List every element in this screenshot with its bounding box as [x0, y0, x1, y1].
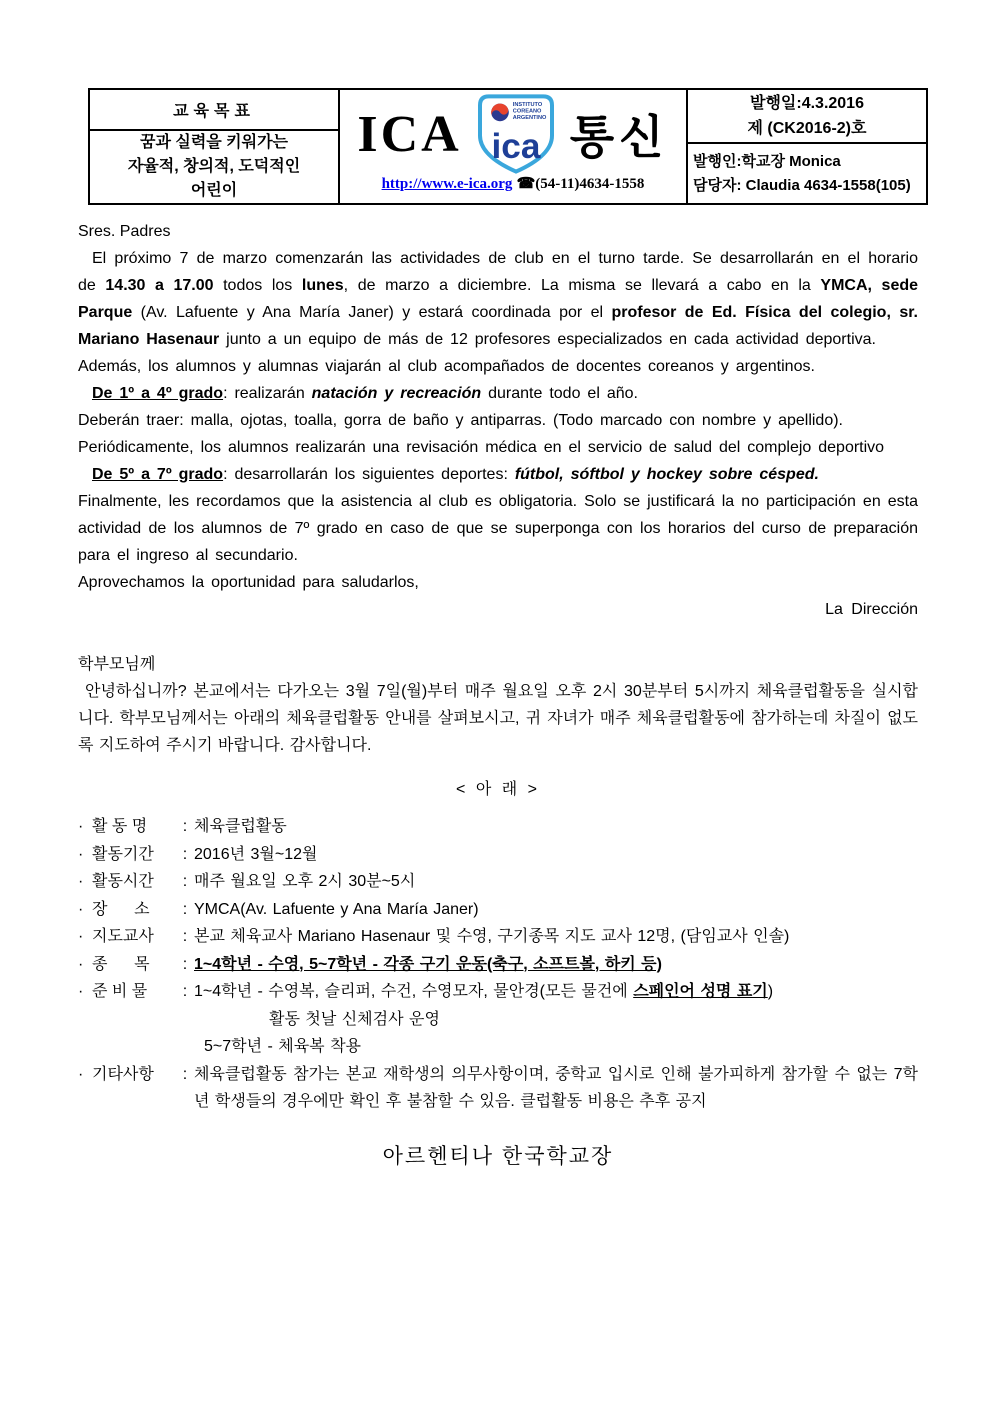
list-item-label: 장 소 — [92, 900, 150, 918]
list-item-value — [194, 896, 918, 924]
text-segment: 1~4학년 - 수영복, 슬리퍼, 수건, 수영모자, 물안경(모든 물건에 — [194, 983, 634, 1000]
text-segment: De 5º a 7º grado — [92, 466, 224, 483]
list-item-label: 종 목 — [92, 955, 150, 973]
text-segment: natación y recreación — [311, 385, 482, 402]
paragraph — [78, 569, 918, 596]
spanish-salutation: Sres. Padres — [78, 223, 171, 240]
education-goal-title: 교육목표 — [90, 90, 338, 131]
issue-info-cell — [688, 90, 926, 203]
list-item-label: 준 비 물 — [92, 983, 148, 1000]
paragraph — [78, 461, 918, 488]
text-segment: : realizarán — [223, 385, 312, 402]
text-segment: 활동 첫날 신체검사 운영 — [269, 1010, 440, 1028]
brand-row — [357, 92, 668, 176]
document-body — [78, 218, 918, 1170]
bullet-icon: · — [78, 928, 84, 945]
label-separator: : — [182, 873, 188, 890]
issue-cell — [688, 90, 926, 144]
korean-detail-list — [78, 813, 918, 1116]
motto-line: 자율적, 창의적, 도덕적인 — [127, 158, 301, 175]
list-item-value — [194, 923, 918, 951]
logo-letters: ica — [491, 127, 541, 166]
publisher-cell — [688, 144, 926, 203]
list-item-value — [194, 978, 918, 1061]
text-segment: 본교 체육교사 Mariano Hasenaur 및 수영, 구기종목 지도 교사 12명, (담임교사 인솔) — [194, 928, 790, 945]
logo-org-line: INSTITUTO — [512, 102, 542, 108]
list-item — [78, 896, 918, 924]
masthead — [88, 88, 928, 205]
text-segment: YMCA, sede Parque — [78, 277, 919, 321]
text-segment: (Av. Lafuente y Ana María Janer) y estará coordinada por el — [132, 304, 612, 321]
list-item-value — [194, 841, 918, 869]
phone-number: ☎(54-11)4634-1558 — [516, 176, 645, 192]
list-item-value — [194, 813, 918, 841]
text-segment: todos los — [213, 277, 302, 294]
text-segment: 스페인어 성명 표기 — [633, 983, 768, 1000]
list-item — [78, 923, 918, 951]
spanish-signoff: La Dirección — [825, 601, 918, 618]
text-segment: 1~4학년 - 수영, 5~7학년 - 각종 구기 운동(축구, 소프트볼, 하키 등) — [194, 955, 662, 973]
education-goal-motto — [90, 131, 338, 203]
list-item-label: 지도교사 — [92, 928, 154, 945]
ica-brand-text: ICA — [357, 105, 462, 163]
spanish-paragraphs — [78, 245, 918, 596]
text-segment: El próximo 7 de marzo comenzarán las actividades de club en el turno tarde. Se desarrollarán en el horario de — [78, 250, 918, 294]
logo-org-line: COREANO — [512, 108, 542, 115]
text-segment: YMCA(Av. Lafuente y Ana María Janer) — [194, 900, 479, 918]
list-item — [78, 868, 918, 896]
logo-org-line: ARGENTINO — [512, 114, 547, 121]
text-segment: Además, los alumnos y alumnas viajarán al club acompañados de docentes coreanos y argentinos. — [78, 358, 815, 375]
bullet-icon: · — [78, 818, 84, 835]
list-item-line — [194, 951, 918, 979]
motto-line: 어린이 — [190, 182, 238, 199]
text-segment: junto a un equipo de más de 12 profesores especializados en cada actividad deportiva. — [219, 331, 876, 348]
list-item-line — [194, 1006, 918, 1034]
label-separator: : — [182, 928, 188, 945]
text-segment: , de marzo a diciembre. La misma se llevará a cabo en la — [343, 277, 821, 294]
list-item-value — [194, 868, 918, 896]
list-item-label: 기타사항 — [92, 1065, 154, 1083]
list-item-line — [194, 1033, 918, 1061]
masthead-center-cell — [340, 90, 688, 203]
contact-row — [382, 174, 645, 193]
korean-salutation: 학부모님께 — [78, 656, 156, 673]
paragraph — [78, 407, 918, 434]
education-goal-cell — [90, 90, 340, 203]
text-segment: 체육클럽활동 — [194, 818, 287, 835]
list-item-line — [194, 841, 918, 869]
korean-list-header: < 아 래 > — [456, 781, 540, 798]
label-separator: : — [182, 955, 188, 973]
list-item — [78, 841, 918, 869]
label-separator: : — [182, 900, 188, 918]
text-segment: lunes — [301, 277, 344, 294]
list-item — [78, 951, 918, 979]
text-segment: 14.30 a 17.00 — [105, 277, 214, 294]
bullet-icon: · — [78, 900, 84, 918]
list-item-line — [194, 923, 918, 951]
list-item — [78, 813, 918, 841]
label-separator: : — [182, 1065, 188, 1083]
list-item-line — [194, 1061, 918, 1116]
signature: 아르헨티나 한국학교장 — [382, 1144, 614, 1168]
bullet-icon: · — [78, 845, 84, 863]
text-segment: Aprovechamos la oportunidad para saludarlos, — [78, 574, 419, 591]
paragraph — [78, 245, 918, 353]
publisher: 발행인:학교장 Monica — [693, 152, 841, 170]
text-segment: : desarrollarán los siguientes deportes: — [223, 466, 515, 483]
bullet-icon: · — [78, 873, 84, 890]
list-item-label: 활동시간 — [92, 873, 154, 890]
website-link[interactable]: http://www.e-ica.org — [381, 176, 513, 192]
issue-number: 제 (CK2016-2)호 — [747, 120, 867, 137]
text-segment: 체육클럽활동 참가는 본교 재학생의 의무사항이며, 중학교 입시로 인해 불가피하게 참가할 수 없는 7학년 학생들의 경우에만 확인 후 불참할 수 있음. 클럽활동 비용은 추후 공지 — [194, 1065, 918, 1110]
korean-intro-paragraph: 안녕하십니까? 본교에서는 다가오는 3월 7일(월)부터 매주 월요일 오후 2시 30분부터 5시까지 체육클럽활동을 실시합니다. 학부모님께서는 아래의 체육클럽활동 안내를 살펴보시고, 귀 자녀가 매주 체육클럽활동에 참가하는데 차질이 없도록 지도하여 주시기 바랍니다. 감사합니다. — [78, 683, 918, 754]
text-segment: profesor de Ed. Física del colegio, sr. Mariano Hasenaur — [78, 304, 919, 348]
list-item-line — [194, 896, 918, 924]
bullet-icon: · — [78, 955, 84, 973]
text-segment: durante todo el año. — [481, 385, 638, 402]
ica-shield-logo-icon — [474, 94, 558, 174]
list-item-line — [194, 978, 918, 1006]
list-item — [78, 978, 918, 1061]
text-segment: De 1º a 4º grado — [92, 385, 224, 402]
masthead-title: 통신 — [569, 111, 669, 163]
paragraph — [78, 434, 918, 461]
list-item-value — [194, 951, 918, 979]
paragraph — [78, 353, 918, 380]
contact-person: 담당자: Claudia 4634-1558(105) — [693, 176, 911, 194]
list-item-value — [194, 1061, 918, 1116]
paragraph — [78, 488, 918, 569]
list-item-label: 활 동 명 — [92, 818, 148, 835]
text-segment: 2016년 3월~12월 — [194, 845, 318, 863]
label-separator: : — [182, 983, 188, 1000]
paragraph — [78, 380, 918, 407]
text-segment: ) — [767, 983, 774, 1000]
list-item-line — [194, 868, 918, 896]
text-segment: 5~7학년 - 체육복 착용 — [204, 1038, 361, 1055]
text-segment: Deberán traer: malla, ojotas, toalla, gorra de baño y antiparras. (Todo marcado con nombre y apellido). — [78, 412, 843, 429]
issue-date: 발행일:4.3.2016 — [750, 95, 864, 112]
text-segment: 매주 월요일 오후 2시 30분~5시 — [194, 873, 416, 890]
bullet-icon: · — [78, 983, 84, 1000]
label-separator: : — [182, 845, 188, 863]
list-item — [78, 1061, 918, 1116]
bullet-icon: · — [78, 1065, 84, 1083]
label-separator: : — [182, 818, 188, 835]
text-segment: Finalmente, les recordamos que la asistencia al club es obligatoria. Solo se justificará la no participación en esta actividad de los alumnos de 7º grado en caso de que se superponga con los horarios del curso de preparación para el ingreso al secundario. — [78, 493, 918, 564]
list-item-label: 활동기간 — [92, 845, 154, 863]
motto-line: 꿈과 실력을 키워가는 — [140, 134, 288, 151]
text-segment: Periódicamente, los alumnos realizarán una revisación médica en el servicio de salud del complejo deportivo — [78, 439, 885, 456]
text-segment: fútbol, sóftbol y hockey sobre césped. — [514, 466, 819, 483]
list-item-line — [194, 813, 918, 841]
